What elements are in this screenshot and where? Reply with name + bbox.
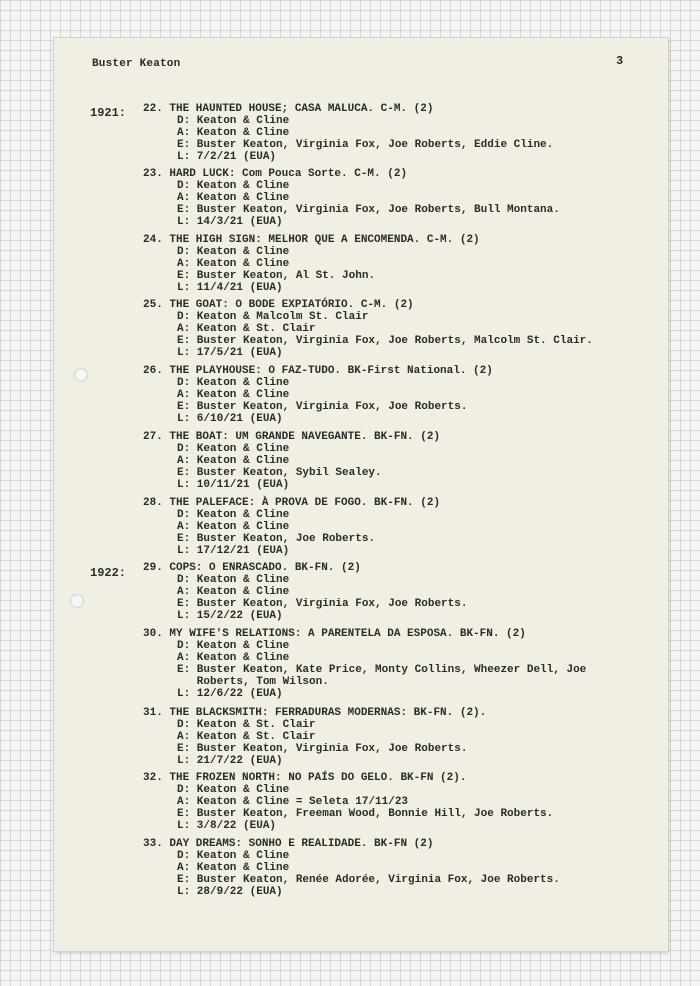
film-entry [143,366,653,426]
credit-line: E: Buster Keaton, Al St. John. [177,269,376,282]
film-entry [143,839,653,899]
credit-line: D: Keaton & St. Clair [177,718,316,731]
credit-line: L: 6/10/21 (EUA) [177,412,283,425]
typewritten-page [54,38,668,951]
credit-line: A: Keaton & Cline [177,861,290,874]
credit-line: Roberts, Tom Wilson. [177,675,329,688]
credit-line: D: Keaton & Cline [177,639,290,652]
film-entry [143,629,653,700]
credit-line: E: Buster Keaton, Virginia Fox, Joe Roberts. [177,597,468,610]
credit-line: D: Keaton & Cline [177,114,290,127]
film-title: 24. THE HIGH SIGN: MELHOR QUE A ENCOMENDA. C-M. (2) [143,234,480,246]
credit-line: A: Keaton & St. Clair [177,322,316,335]
credit-line: D: Keaton & Cline [177,442,290,455]
film-entry [143,169,653,229]
credit-line: E: Buster Keaton, Virginia Fox, Joe Roberts. [177,400,468,413]
year-label: 1921: [90,106,127,120]
header-title: Buster Keaton [92,58,181,70]
credit-line: E: Buster Keaton, Virginia Fox, Joe Roberts, Bull Montana. [177,203,560,216]
credit-line: L: 15/2/22 (EUA) [177,609,283,622]
credit-line: E: Buster Keaton, Freeman Wood, Bonnie Hill, Joe Roberts. [177,807,554,820]
credit-line: A: Keaton & Cline [177,388,290,401]
credit-line: L: 28/9/22 (EUA) [177,885,283,898]
credit-line: D: Keaton & Cline [177,245,290,258]
film-title: 27. THE BOAT: UM GRANDE NAVEGANTE. BK-FN. (2) [143,431,441,443]
credit-line: L: 7/2/21 (EUA) [177,150,277,163]
credit-line: A: Keaton & Cline [177,520,290,533]
film-entry [143,773,653,833]
film-title: 29. COPS: O ENRASCADO. BK-FN. (2) [143,562,361,574]
credit-line: A: Keaton & Cline [177,585,290,598]
credit-line: D: Keaton & Cline [177,179,290,192]
film-entry [143,235,653,295]
credit-line: A: Keaton & Cline [177,191,290,204]
credit-line: A: Keaton & Cline [177,651,290,664]
credit-line: A: Keaton & Cline [177,454,290,467]
credit-line: E: Buster Keaton, Kate Price, Monty Collins, Wheezer Dell, Joe [177,663,587,676]
film-title: 33. DAY DREAMS: SONHO E REALIDADE. BK-FN (2) [143,838,434,850]
film-title: 26. THE PLAYHOUSE: O FAZ-TUDO. BK-First National. (2) [143,365,493,377]
credit-line: L: 14/3/21 (EUA) [177,215,283,228]
credit-line: A: Keaton & Cline [177,126,290,139]
credit-line: D: Keaton & Cline [177,508,290,521]
credit-line: L: 17/5/21 (EUA) [177,346,283,359]
credit-line: E: Buster Keaton, Joe Roberts. [177,532,376,545]
credit-line: L: 11/4/21 (EUA) [177,281,283,294]
credit-line: A: Keaton & Cline = Seleta 17/11/23 [177,795,409,808]
credit-line: D: Keaton & Cline [177,573,290,586]
credit-line: L: 17/12/21 (EUA) [177,544,290,557]
film-entry [143,300,653,360]
film-entry [143,563,653,623]
film-title: 25. THE GOAT: O BODE EXPIATÓRIO. C-M. (2) [143,299,414,311]
film-entry [143,708,653,768]
film-title: 28. THE PALEFACE: À PROVA DE FOGO. BK-FN. (2) [143,497,441,509]
credit-line: E: Buster Keaton, Virginia Fox, Joe Roberts, Malcolm St. Clair. [177,334,593,347]
film-title: 30. MY WIFE'S RELATIONS: A PARENTELA DA ESPOSA. BK-FN. (2) [143,628,526,640]
credit-line: A: Keaton & St. Clair [177,730,316,743]
credit-line: D: Keaton & Malcolm St. Clair [177,310,369,323]
film-title: 31. THE BLACKSMITH: FERRADURAS MODERNAS: BK-FN. (2). [143,707,487,719]
credit-line: L: 3/8/22 (EUA) [177,819,277,832]
credit-line: L: 21/7/22 (EUA) [177,754,283,767]
credit-line: E: Buster Keaton, Renée Adorée, Virginia Fox, Joe Roberts. [177,873,560,886]
punch-hole [74,368,88,382]
credit-line: D: Keaton & Cline [177,849,290,862]
credit-line: E: Buster Keaton, Sybil Sealey. [177,466,382,479]
credit-line: L: 10/11/21 (EUA) [177,478,290,491]
page-number: 3 [616,54,624,68]
credit-line: D: Keaton & Cline [177,376,290,389]
credit-line: E: Buster Keaton, Virginia Fox, Joe Roberts. [177,742,468,755]
year-label: 1922: [90,566,127,580]
film-entry [143,104,653,164]
film-entry [143,498,653,558]
film-title: 22. THE HAUNTED HOUSE; CASA MALUCA. C-M. (2) [143,103,434,115]
credit-line: A: Keaton & Cline [177,257,290,270]
punch-hole [70,594,84,608]
credit-line: D: Keaton & Cline [177,783,290,796]
film-title: 32. THE FROZEN NORTH: NO PAÍS DO GELO. BK-FN (2). [143,772,467,784]
credit-line: L: 12/6/22 (EUA) [177,687,283,700]
film-entry [143,432,653,492]
credit-line: E: Buster Keaton, Virginia Fox, Joe Roberts, Eddie Cline. [177,138,554,151]
film-title: 23. HARD LUCK: Com Pouca Sorte. C-M. (2) [143,168,408,180]
